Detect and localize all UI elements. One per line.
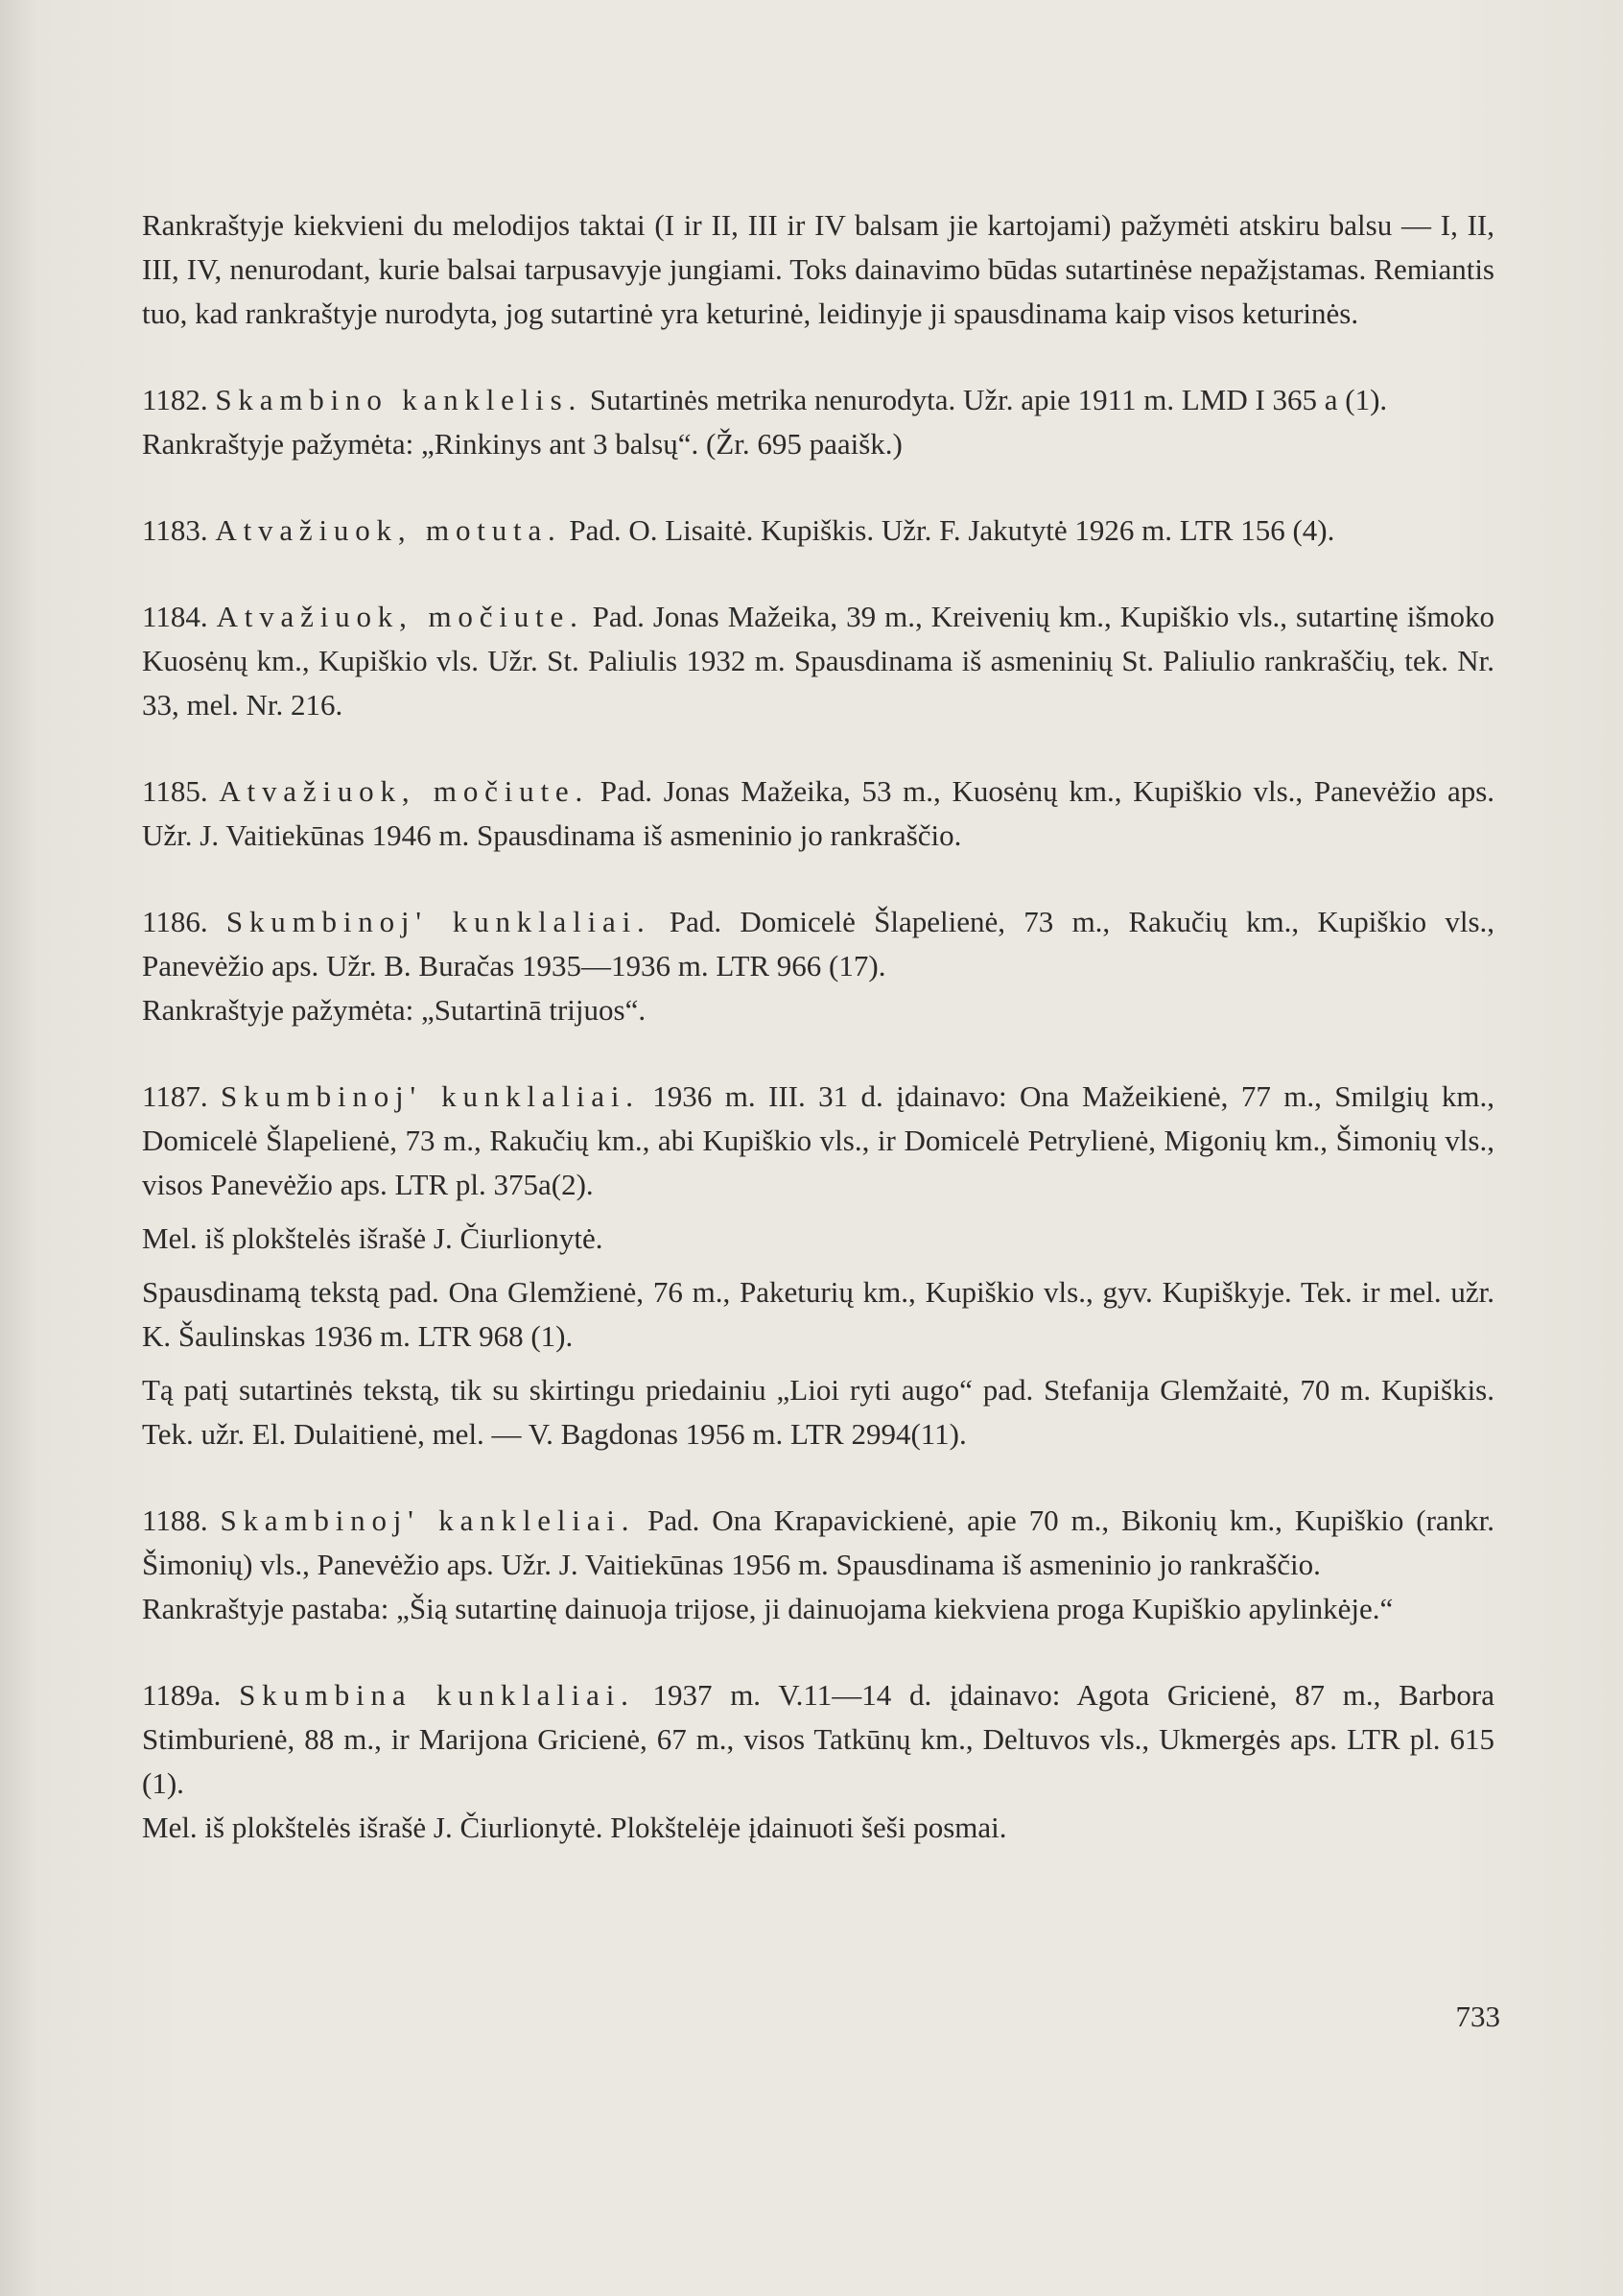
entry-title: Skambino kanklelis. [215, 383, 583, 416]
entry-1189a [142, 1673, 1494, 1850]
entry-note: Spausdinamą tekstą pad. Ona Glemžienė, 76 m., Paketurių km., Kupiškio vls., gyv. Kupiškyje. Tek. ir mel. užr. K. Šaulinskas 1936 m. LTR 968 (1). [142, 1275, 1494, 1353]
entry-number: 1182. [142, 383, 208, 416]
entry-text [142, 900, 1494, 988]
entry-1184 [142, 595, 1494, 727]
entry-note: Mel. iš plokštelės išrašė J. Čiurlionytė. Plokštelėje įdainuoti šeši posmai. [142, 1811, 1007, 1844]
entry-text [142, 378, 1494, 422]
entry-text [142, 769, 1494, 858]
entry-1185 [142, 769, 1494, 858]
entry-text [142, 1499, 1494, 1587]
entry-body: Pad. O. Lisaitė. Kupiškis. Užr. F. Jakutytė 1926 m. LTR 156 (4). [569, 513, 1335, 547]
entry-number: 1189a. [142, 1678, 222, 1712]
entry-number: 1184. [142, 600, 208, 633]
entry-title: Atvažiuok, motuta. [215, 513, 562, 547]
entry-1183 [142, 509, 1494, 553]
entry-title: Skambinoj' kankleliai. [220, 1503, 636, 1537]
intro-paragraph: Rankraštyje kiekvieni du melodijos taktai (I ir II, III ir IV balsam jie kartojami) pažymėti atskiru balsu — I, II, III, IV, nenurodant, kurie balsai tarpusavyje jungiami. Toks dainavimo būdas sutartinėse nepažįstamas. Remiantis tuo, kad rankraštyje nurodyta, jog sutartinė yra keturinė, leidinyje ji spausdinama kaip visos keturinės. [142, 208, 1494, 330]
entry-title: Skumbinoj' kunklaliai. [221, 1079, 640, 1113]
entry-text [142, 509, 1494, 553]
entry-body: 1936 m. III. 31 d. įdainavo: Ona Mažeikienė, 77 m., Smilgių km., Domicelė Šlapelienė, 73 m., Rakučių km., abi Kupiškio vls., ir Domicelė Petrylienė, Migonių km., Šimonių vls., visos Panevėžio aps. LTR pl. 375a(2). [142, 1079, 1494, 1201]
page-number: 733 [1455, 2000, 1500, 2033]
entry-1186 [142, 900, 1494, 1032]
entry-body: Pad. Domicelė Šlapelienė, 73 m., Rakučių km., Kupiškio vls., Panevėžio aps. Užr. B. Buračas 1935—1936 m. LTR 966 (17). [142, 905, 1495, 982]
entry-title: Atvažiuok, močiute. [216, 600, 584, 633]
entry-note: Tą patį sutartinės tekstą, tik su skirtingu priedainiu „Lioi ryti augo“ pad. Stefanija Glemžaitė, 70 m. Kupiškis. Tek. užr. El. Dulaitienė, mel. — V. Bagdonas 1956 m. LTR 2994(11). [142, 1373, 1494, 1451]
entry-number: 1187. [142, 1079, 208, 1113]
entry-note: Mel. iš plokštelės išrašė J. Čiurlionytė. [142, 1221, 603, 1255]
entry-text [142, 1673, 1494, 1806]
entry-number: 1183. [142, 513, 208, 547]
entry-body: 1937 m. V.11—14 d. įdainavo: Agota Gricienė, 87 m., Barbora Stimburienė, 88 m., ir Marijona Gricienė, 67 m., visos Tatkūnų km., Deltuvos vls., Ukmergės aps. LTR pl. 615 (1). [142, 1678, 1495, 1800]
entry-title: Atvažiuok, močiute. [219, 774, 590, 808]
entry-text [142, 1075, 1494, 1207]
entry-number: 1188. [142, 1503, 208, 1537]
entry-1182 [142, 378, 1494, 466]
entry-note: Rankraštyje pažymėta: „Sutartinā trijuos“. [142, 993, 647, 1027]
entry-number: 1185. [142, 774, 208, 808]
entry-body: Sutartinės metrika nenurodyta. Užr. apie 1911 m. LMD I 365 a (1). [589, 383, 1388, 416]
entry-number: 1186. [142, 905, 208, 938]
entry-title: Skumbinoj' kunklaliai. [225, 905, 651, 938]
entry-note: Rankraštyje pastaba: „Šią sutartinę dainuoja trijose, ji dainuojama kiekviena proga Kupiškio apylinkėje.“ [142, 1592, 1394, 1625]
page-content [142, 203, 1494, 1892]
entry-note: Rankraštyje pažymėta: „Rinkinys ant 3 balsų“. (Žr. 695 paaišk.) [142, 427, 903, 461]
entry-text [142, 595, 1494, 727]
entry-1187 [142, 1075, 1494, 1456]
entry-body: Pad. Jonas Mažeika, 39 m., Kreivenių km., Kupiškio vls., sutartinę išmoko Kuosėnų km., Kupiškio vls. Užr. St. Paliulis 1932 m. Spausdinama iš asmeninių St. Paliulio rankraščių, tek. Nr. 33, mel. Nr. 216. [142, 600, 1495, 722]
entry-body: Pad. Jonas Mažeika, 53 m., Kuosėnų km., Kupiškio vls., Panevėžio aps. Užr. J. Vaitiekūnas 1946 m. Spausdinama iš asmeninio jo rankraščio. [142, 774, 1495, 852]
entry-title: Skumbina kunklaliai. [239, 1678, 635, 1712]
entry-body: Pad. Ona Krapavickienė, apie 70 m., Bikonių km., Kupiškio (rankr. Šimonių) vls., Panevėžio aps. Užr. J. Vaitiekūnas 1956 m. Spausdinama iš asmeninio jo rankraščio. [142, 1503, 1495, 1581]
entry-1188 [142, 1499, 1494, 1631]
